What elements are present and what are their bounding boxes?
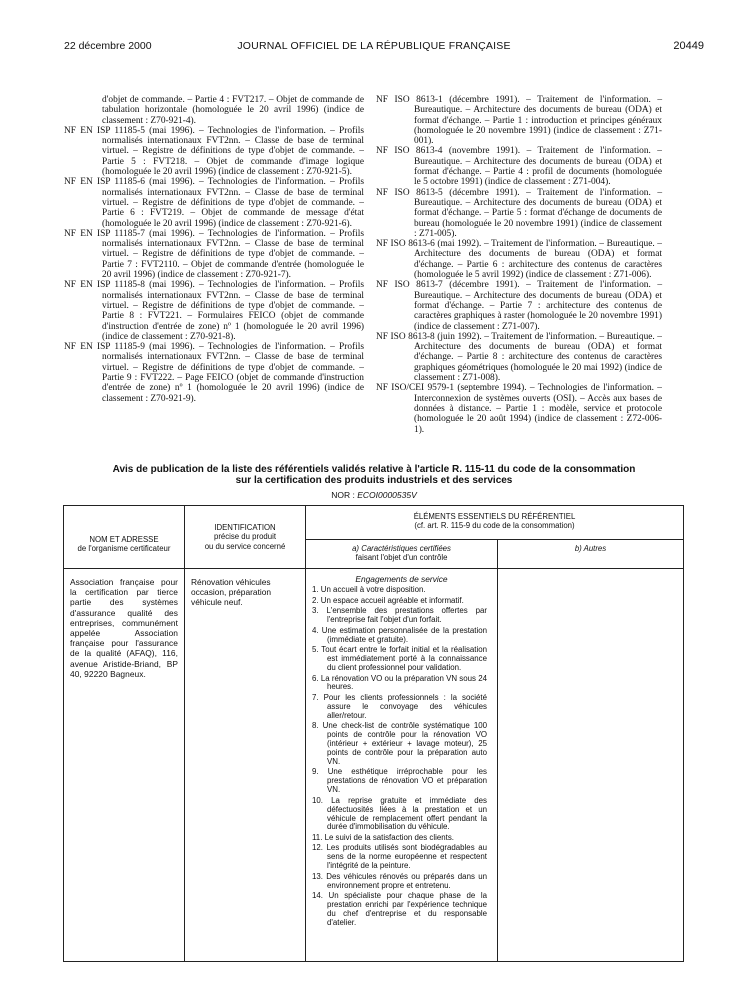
- standard-entry: [64, 126, 364, 177]
- standard-reference: NF ISO 8613-5 (décembre 1991).: [376, 187, 520, 198]
- standard-entry: [376, 383, 662, 434]
- table-row: [64, 569, 684, 962]
- standard-reference: NF ISO 8613-4 (novembre 1991).: [376, 146, 521, 157]
- avis-title-line-1: Avis de publication de la liste des référentiels validés relative à l'article R. 115-11 du code de la consommation: [112, 464, 636, 475]
- cell-organisme: [64, 569, 185, 962]
- standard-title: – Technologies de l'information. – Profils normalisés internationaux FVT2nn. – Classe de base de terminal virtuel. – Registre de définitions de type d'objet de commande. – Partie 6 : FVT219. – Objet de commande de message d'état (homologuée le 20 avril 1996) (indice de classement : Z70-921-6).: [102, 177, 364, 229]
- identification-text: Rénovation véhicules occasion, préparation véhicule neuf.: [191, 577, 272, 607]
- list-item: 5. Tout écart entre le forfait initial et la réalisation est immédiatement porté à la connaissance du client professionnel pour validation.: [312, 645, 487, 673]
- list-item: 8. Une check-list de contrôle systématique 100 points de contrôle pour la rénovation VO (intérieur + extérieur + lavage moteur), 25 points de contrôle pour la préparation auto VN.: [312, 721, 487, 766]
- standard-entry: [376, 239, 662, 280]
- col-header-caracteristiques-line-2: faisant l'objet d'un contrôle: [355, 553, 448, 563]
- page-header: [0, 40, 748, 56]
- avis-title: [64, 464, 684, 486]
- header-date: 22 décembre 2000: [64, 40, 152, 52]
- standard-title: – Traitement de l'information. – Bureautique. – Architecture des documents de bureau (ODA) et format d'échange. – Partie 8 : architecture des contenus de caractères graphiques géométriques (homologuée le 20 mai 1992) (indice de classement : Z71-008).: [414, 331, 662, 384]
- standard-entry: [64, 177, 364, 228]
- engagements-title: Engagements de service: [355, 574, 448, 584]
- avis-title-line-2: sur la certification des produits industriels et des services: [235, 475, 513, 486]
- standard-reference: NF ISO 8613-6 (mai 1992).: [376, 239, 482, 250]
- organisme-text: Association française pour la certification par tierce partie des systèmes d'assurance qualité des entreprises, communément appelée Association française pour l'assurance de la qualité (AFAQ), 116, avenue Aristide-Briand, BP 40, 92220 Bagneux.: [70, 577, 178, 679]
- standard-reference: NF EN ISP 11185-7 (mai 1996).: [64, 228, 195, 239]
- standard-entry: [376, 146, 662, 187]
- standard-title: – Technologies de l'information. – Profils normalisés internationaux FVT2nn. – Classe de base de terminal virtuel. – Registre de définitions de type d'objet de commande. – Partie 7 : FVT2110. – Objet de commande d'entrée (homologuée le 20 avril 1996) (indice de classement : Z70-921-7).: [102, 228, 364, 281]
- list-item: 9. Une esthétique irréprochable pour les prestations de rénovation VO et préparation VN.: [312, 767, 487, 795]
- col-header-caracteristiques: [306, 540, 498, 569]
- cell-autres: [498, 569, 684, 962]
- standard-entry: [376, 280, 662, 331]
- nor-value: ECOI0000535V: [357, 490, 417, 500]
- left-column: [64, 95, 364, 404]
- standard-entry: [64, 342, 364, 404]
- standard-reference: NF ISO/CEI 9579-1 (septembre 1994).: [376, 383, 527, 394]
- list-item: 1. Un accueil à votre disposition.: [312, 585, 426, 595]
- list-item: 10. La reprise gratuite et immédiate des défectuosités liées à la prestation et un véhicule de remplacement offert pendant la durée d'immobilisation du véhicule.: [312, 795, 487, 832]
- standard-entry: [64, 229, 364, 280]
- standard-entry: [376, 95, 662, 146]
- col-header-elements-line-1: ÉLÉMENTS ESSENTIELS DU RÉFÉRENTIEL: [413, 512, 576, 521]
- standard-reference: NF ISO 8613-7 (décembre 1991).: [376, 280, 520, 291]
- col-header-autres-text: b) Autres: [574, 544, 607, 553]
- page-number: 20449: [673, 40, 704, 52]
- referentiels-table: [63, 505, 684, 962]
- standard-reference: NF EN ISP 11185-9 (mai 1996).: [64, 342, 195, 353]
- standard-title: – Traitement de l'information. – Bureautique. – Architecture des documents de bureau (ODA) et format d'échange. – Partie 7 : architecture des contenus de caractères graphiques à raster (homologuée le 20 novembre 1991) (indice de classement : Z71-007).: [414, 280, 663, 332]
- right-column: [376, 95, 662, 435]
- cell-identification: [185, 569, 306, 962]
- list-item: 2. Un espace accueil agréable et informatif.: [312, 595, 464, 605]
- list-item: 7. Pour les clients professionnels : la société assure le convoyage des véhicules aller/retour.: [312, 692, 487, 720]
- standard-reference: NF ISO 8613-1 (décembre 1991).: [376, 95, 520, 105]
- standard-title: – Traitement de l'information. – Bureautique. – Architecture des documents de bureau (ODA) et format d'échange. – Partie 5 : format d'échange de documents de bureau (homologuée le 20 novembre 1991) (indice de classement : Z71-005).: [414, 187, 663, 239]
- nor-reference: [64, 490, 684, 500]
- list-item: 4. Une estimation personnalisée de la prestation (immédiate et gratuite).: [312, 625, 487, 644]
- standard-entry: [376, 332, 662, 383]
- list-item: 11. Le suivi de la satisfaction des clients.: [312, 832, 454, 842]
- cell-caracteristiques: [306, 569, 498, 962]
- standard-title: – Technologies de l'information. – Interconnexion de systèmes ouverts (OSI). – Accès aux bases de données à distance. – Partie 1 : modèle, service et protocole (homologuée le 20 août 1994) (indice de classement : Z72-006-1).: [414, 383, 662, 435]
- continuation-text: d'objet de commande. – Partie 4 : FVT217. – Objet de commande de tabulation horizontale (homologuée le 20 avril 1996) (indice de classement : Z70-921-4).: [102, 95, 364, 126]
- standard-title: – Technologies de l'information. – Profils normalisés internationaux FVT2nn. – Classe de base de terminal virtuel. – Registre de définitions de type d'objet de commande. – Partie 8 : FVT221. – Formulaires FEICO (objet de commande d'instruction d'entrée de zone) nº 1 (homologuée le 20 avril 1996) (indice de classement : Z70-921-8).: [102, 280, 364, 342]
- nor-label: NOR :: [331, 490, 355, 500]
- col-header-identification-line-3: ou du service concerné: [204, 541, 286, 551]
- standard-title: – Traitement de l'information. – Bureautique. – Architecture des documents de bureau (ODA) et format d'échange. – Partie 1 : introduction et principes généraux (homologuée le 20 novembre 1991) (indice de classement : Z71-001).: [414, 95, 663, 147]
- list-item: 3. L'ensemble des prestations offertes par l'entreprise fait l'objet d'un forfait.: [312, 606, 487, 625]
- list-item: 14. Un spécialiste pour chaque phase de la prestation enrichi par l'expérience technique du chef d'entreprise et du responsable d'atelier.: [312, 891, 487, 927]
- standard-title: – Traitement de l'information. – Bureautique. – Architecture des documents de bureau (ODA) et format d'échange. – Partie 4 : profil de documents (homologuée le 5 octobre 1991) (indice de classement : Z71-004).: [414, 146, 662, 188]
- standard-entry: [64, 280, 364, 342]
- col-header-elements-line-2: (cf. art. R. 115-9 du code de la consommation): [414, 521, 575, 531]
- standard-title: – Technologies de l'information. – Profils normalisés internationaux FVT2nn. – Classe de base de terminal virtuel. – Registre de définitions de type d'objet de commande. – Partie 9 : FVT222. – Page FEICO (objet de commande d'instruction d'entrée de zone) nº 1 (homologuée le 20 avril 1996) (indice de classement : Z70-921-9).: [102, 342, 364, 404]
- standard-reference: NF EN ISP 11185-5 (mai 1996).: [64, 125, 195, 136]
- list-item: 13. Des véhicules rénovés ou préparés dans un environnement propre et entretenu.: [312, 871, 487, 890]
- col-header-organisme: [64, 506, 185, 569]
- header-title: JOURNAL OFFICIEL DE LA RÉPUBLIQUE FRANÇAISE: [237, 40, 511, 52]
- engagements-list: [312, 586, 491, 927]
- col-header-identification-line-1: IDENTIFICATION: [214, 522, 276, 532]
- standard-title: – Technologies de l'information. – Profils normalisés internationaux FVT2nn. – Classe de base de terminal virtuel. – Registre de définitions de type d'objet de commande. – Partie 5 : FVT218. – Objet de commande d'image logique (homologuée le 20 avril 1996) (indice de classement : Z70-921-5).: [102, 125, 364, 178]
- col-header-identification: [185, 506, 306, 569]
- standard-reference: NF EN ISP 11185-8 (mai 1996).: [64, 280, 195, 291]
- col-header-caracteristiques-line-1: a) Caractéristiques certifiées: [352, 544, 451, 553]
- col-header-identification-line-2: précise du produit: [214, 532, 276, 542]
- col-header-organisme-line-1: NOM ET ADRESSE: [89, 534, 159, 544]
- standard-entry: [376, 188, 662, 239]
- standard-title: – Traitement de l'information. – Bureautique. – Architecture des documents de bureau (ODA) et format d'échange. – Partie 6 : architecture des contenus de caractères (homologuée le 5 avril 1992) (indice de classement : Z71-006).: [414, 239, 662, 281]
- col-header-autres: [498, 540, 684, 569]
- standard-reference: NF ISO 8613-8 (juin 1992).: [376, 331, 482, 342]
- col-header-organisme-line-2: de l'organisme certificateur: [77, 544, 171, 553]
- col-header-elements: [306, 506, 684, 540]
- list-item: 6. La rénovation VO ou la préparation VN sous 24 heures.: [312, 673, 487, 692]
- list-item: 12. Les produits utilisés sont biodégradables au sens de la norme européenne et respectent l'intégrité de la peinture.: [312, 843, 487, 871]
- standard-reference: NF EN ISP 11185-6 (mai 1996).: [64, 177, 195, 188]
